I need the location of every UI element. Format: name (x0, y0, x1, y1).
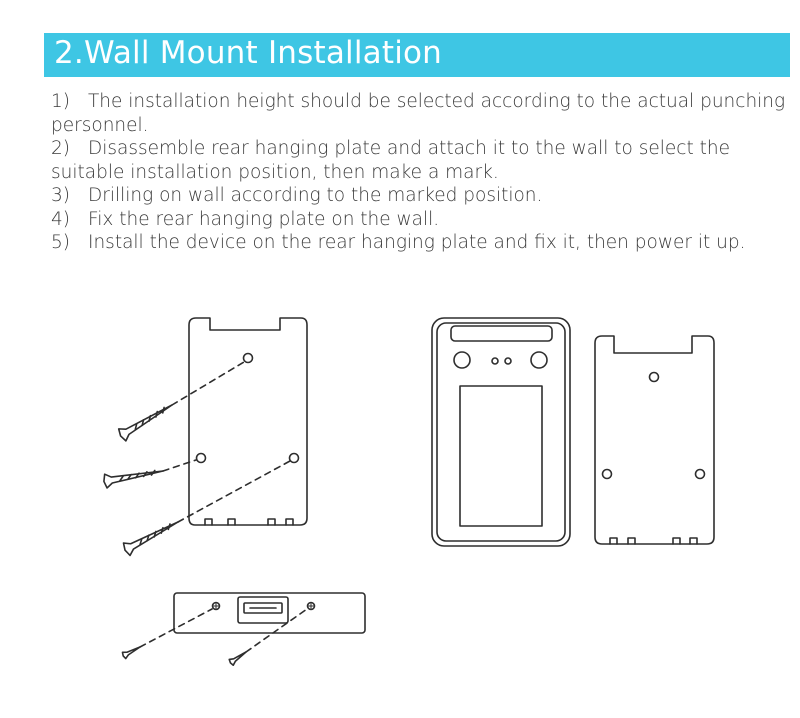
device-sensor-right-icon (505, 358, 511, 364)
device-top-strip (451, 326, 552, 341)
screw-hole-right-icon (308, 603, 315, 610)
bottom-guide-right (246, 609, 307, 652)
rear-hanging-plate-standalone (595, 336, 714, 544)
rear-plate-2-bottom-notches (610, 538, 697, 544)
rear-plate-hole-top (244, 354, 253, 363)
step-4: 4) Fix the rear hanging plate on the wall. (51, 208, 440, 230)
device-screen (460, 386, 542, 526)
device-camera-right-icon (531, 352, 547, 368)
screw-bottom (122, 516, 182, 557)
step-5: 5) Install the device on the rear hanging plate and fix it, then power it up. (51, 232, 746, 253)
device-body-outer (432, 318, 570, 546)
device-bottom-view (122, 593, 365, 666)
step-2-continued: suitable installation position, then make a mark. (51, 161, 499, 183)
guide-line-bottom (178, 461, 290, 522)
guide-line-middle (163, 460, 196, 471)
guide-line-top (172, 362, 244, 405)
section-title: 2.Wall Mount Installation (54, 35, 443, 71)
step-2: 2) Disassemble rear hanging plate and attach it to the wall to select the (51, 138, 730, 159)
rear-plate-2-hole-left (603, 470, 612, 479)
step-1: 1) The installation height should be selected according to the actual punching (51, 91, 786, 112)
screw-hole-left-icon (213, 603, 220, 610)
rear-plate-hole-right (290, 454, 299, 463)
usb-port-outer (238, 597, 288, 623)
screw-middle (103, 464, 165, 488)
bottom-guide-left (140, 609, 212, 647)
rear-hanging-plate-with-screws (103, 318, 307, 556)
rear-plate-bottom-notches (205, 519, 293, 525)
screw-top (117, 399, 176, 442)
rear-plate-2-hole-top (650, 373, 659, 382)
rear-plate-2-hole-right (696, 470, 705, 479)
step-3: 3) Drilling on wall according to the marked position. (51, 185, 543, 206)
rear-plate-2-outline (595, 336, 714, 544)
step-1-continued: personnel. (51, 114, 149, 136)
device-camera-left-icon (454, 352, 470, 368)
rear-plate-outline (189, 318, 307, 525)
small-screw-right (228, 649, 248, 666)
small-screw-left (122, 644, 142, 659)
device-sensor-left-icon (492, 358, 498, 364)
rear-plate-hole-left (197, 454, 206, 463)
device-front-view (432, 318, 570, 546)
